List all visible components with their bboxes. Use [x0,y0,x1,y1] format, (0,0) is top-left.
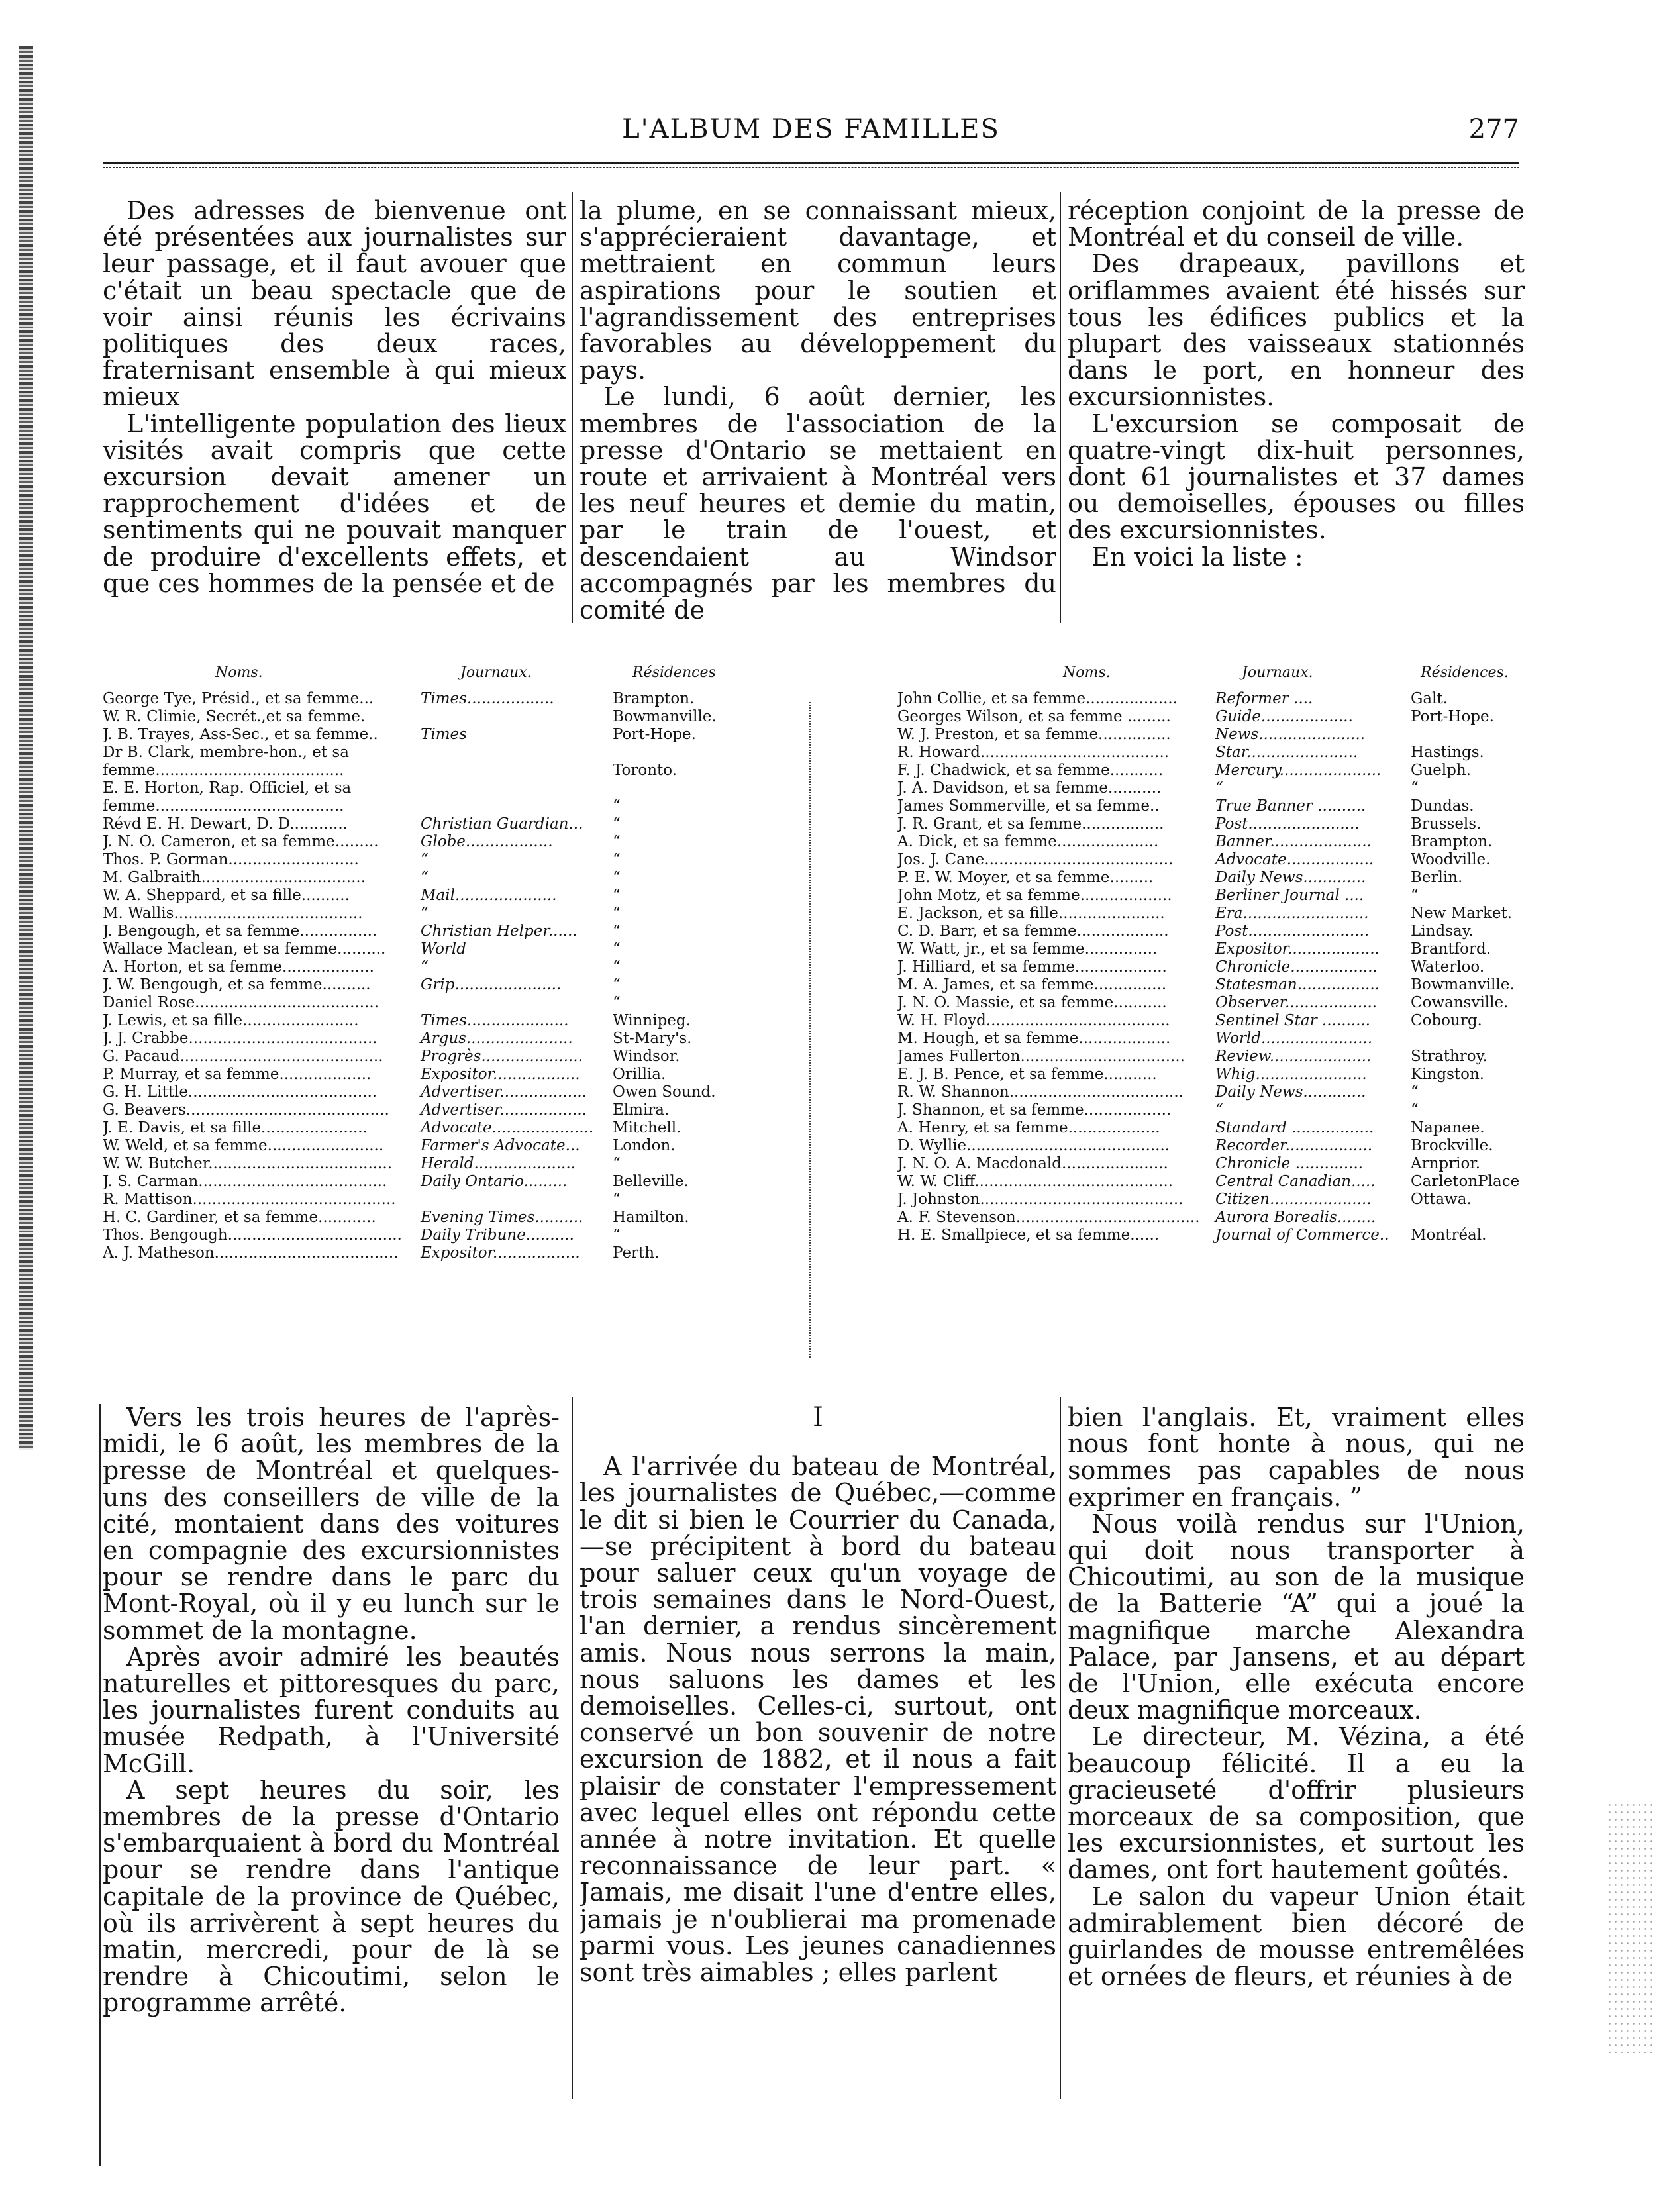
list-row [897,708,1527,726]
list-row [897,744,1527,762]
row-journal: Mercury..................... [1215,762,1382,779]
row-name: Thos. Bengough.................................... [103,1227,402,1244]
list-row [897,1227,1527,1244]
bottom-column-3 [1068,1404,1525,2113]
row-name: W. Weld, et sa femme........................ [103,1137,384,1154]
row-journal: Herald..................... [421,1155,576,1172]
row-name: J. W. Bengough, et sa femme.......... [103,976,371,993]
header-rule [103,162,1519,164]
row-journal: Daily News............. [1215,1083,1366,1101]
list-row [897,869,1527,887]
row-name: Thos. P. Gorman........................... [103,851,359,868]
column-divider [1060,1397,1061,2099]
page-header [103,114,1519,154]
list-row [897,958,1527,976]
paragraph: A l'arrivée du bateau de Montréal, les journalistes de Québec,—comme le dit si bien le Courrier du Canada,—se précipitent à bord du bateau pour saluer ceux qu'un voyage de trois semaines dans le Nord-Ouest, l'an dernier, a rendus sincèrement amis. Nous nous serrons la main, nous saluons les dames et les demoiselles. Celles-ci, surtout, ont conservé un bon souvenir de notre excursion de 1882, et il nous a fait plaisir de constater l'empressement avec lequel elles ont répondu cette année à notre invitation. Et quelle reconnaissance de leur part. « Jamais, me disait l'une d'entre elles, jamais je n'oublierai ma promenade parmi vous. Les jeunes canadiennes sont très aimables ; elles parlent [580,1452,1056,1987]
row-journal: Daily News............. [1215,869,1366,886]
row-name: E. Jackson, et sa fille...................... [897,905,1165,922]
list-row [897,923,1527,940]
list-row [103,1048,772,1066]
row-journal: Globe.................. [421,833,553,850]
paragraph: Des drapeaux, pavillons et oriflammes avaient été hissés sur tous les édifices publics et la plupart des vaisseaux stationnés dans le port, en honneur des excursionnistes. [1068,249,1525,412]
row-residence: Strathroy. [1411,1048,1488,1065]
paragraph: bien l'anglais. Et, vraiment elles nous font honte à nous, qui ne sommes pas capables de nous exprimer en français. ” [1068,1404,1525,1512]
row-name: J. Shannon, et sa femme.................. [897,1101,1172,1119]
row-name: Jos. J. Cane....................................... [897,851,1174,868]
row-journal: Daily Ontario......... [421,1173,568,1190]
list-row [103,779,772,797]
row-residence: “ [613,940,621,958]
row-name: R. Mattison.......................................... [103,1191,396,1208]
top-column-2 [580,197,1056,625]
row-name: P. E. W. Moyer, et sa femme......... [897,869,1154,886]
row-residence: Berlin. [1411,869,1463,886]
paragraph: L'excursion se composait de quatre-vingt dix-huit personnes, dont 61 journalistes et 37 dames ou demoiselles, épouses ou filles des excursionnistes. [1068,409,1525,545]
paragraph: Après avoir admiré les beautés naturelles et pittoresques du parc, les journalistes furent conduits au musée Redpath, à l'Université McGill. [103,1642,560,1778]
row-residence: “ [613,994,621,1011]
row-journal: Chronicle .............. [1215,1155,1363,1172]
row-journal: Expositor.................. [421,1066,580,1083]
row-journal: Post....................... [1215,815,1360,832]
row-residence: “ [613,923,621,940]
paragraph: L'intelligente population des lieux visités avait compris que cette excursion devait amener un rapprochement d'idées et de sentiments qui ne pouvait manquer de produire d'excellents effets, et que ces hommes de la pensée et de [103,409,566,598]
list-row [103,958,772,976]
row-name: W. R. Climie, Secrét.,et sa femme. [103,708,366,725]
paragraph: En voici la liste : [1091,542,1303,572]
list-row [897,994,1527,1012]
row-journal: “ [421,851,429,868]
row-name: J. N. O. A. Macdonald...................... [897,1155,1168,1172]
list-row [897,779,1527,797]
row-residence: Brampton. [613,690,695,707]
list-row [897,833,1527,851]
row-name: M. Hough, et sa femme................... [897,1030,1171,1047]
header-residence: Résidences. [1421,664,1509,681]
top-column-1 [103,197,566,625]
row-residence: Lindsay. [1411,923,1474,940]
list-row [103,708,772,726]
scan-specks-artifact [1607,1801,1653,2053]
scan-edge-artifact [19,46,33,1450]
list-row [897,1209,1527,1227]
row-residence: Hamilton. [613,1209,689,1226]
row-journal: Star....................... [1215,744,1358,761]
list-row [897,797,1527,815]
row-residence: Orillia. [613,1066,666,1083]
row-journal: Daily Tribune.......... [421,1227,574,1244]
list-row [897,1012,1527,1030]
list-row [897,690,1527,708]
row-residence: “ [1411,779,1419,797]
row-residence: “ [613,851,621,868]
row-journal: Mail..................... [421,887,557,904]
row-journal: “ [421,905,429,922]
row-residence: Napanee. [1411,1119,1485,1136]
row-journal: Advertiser.................. [421,1083,587,1101]
row-residence: Port-Hope. [613,726,696,743]
row-residence: Kingston. [1411,1066,1485,1083]
row-residence: Bowmanville. [613,708,717,725]
list-row [103,815,772,833]
row-journal: Evening Times.......... [421,1209,583,1226]
header-rule-dashed [103,167,1519,168]
row-name: J. Bengough, et sa femme................ [103,923,378,940]
row-residence: Arnprior. [1411,1155,1481,1172]
list-row [103,1066,772,1083]
row-name: H. C. Gardiner, et sa femme............ [103,1209,376,1226]
list-row [897,762,1527,779]
row-residence: “ [613,833,621,850]
row-residence: Woodville. [1411,851,1491,868]
row-name: E. J. B. Pence, et sa femme........... [897,1066,1157,1083]
row-journal: Guide................... [1215,708,1353,725]
list-row [103,690,772,708]
list-row [103,833,772,851]
row-journal: Whig....................... [1215,1066,1367,1083]
paragraph: Le directeur, M. Vézina, a été beaucoup félicité. Il a eu la gracieuseté d'offrir plusieurs morceaux de sa composition, que les excursionnistes, et surtout les dames, ont fort hautement goûtés. [1068,1722,1525,1885]
row-journal: Times [421,726,467,743]
list-divider [809,702,811,1358]
row-journal: Advocate..................... [421,1119,594,1136]
row-residence: Owen Sound. [613,1083,716,1101]
row-name: J. R. Grant, et sa femme................. [897,815,1164,832]
row-name: J. N. O. Massie, et sa femme........... [897,994,1167,1011]
list-row [897,1173,1527,1191]
row-journal: Post......................... [1215,923,1370,940]
row-name: J. Hilliard, et sa femme................... [897,958,1167,976]
row-journal: Aurora Borealis........ [1215,1209,1376,1226]
row-name: A. Henry, et sa femme................... [897,1119,1160,1136]
row-journal: Review..................... [1215,1048,1372,1065]
row-residence: “ [613,976,621,993]
row-name: Georges Wilson, et sa femme ......... [897,708,1171,725]
row-name: F. J. Chadwick, et sa femme........... [897,762,1164,779]
row-name: D. Wyllie.......................................... [897,1137,1170,1154]
row-residence: Galt. [1411,690,1448,707]
row-residence: Brockville. [1411,1137,1493,1154]
header-name: Noms. [215,664,263,681]
list-row [897,1030,1527,1048]
list-row [103,1101,772,1119]
row-journal: Times.................. [421,690,554,707]
row-journal: News...................... [1215,726,1366,743]
row-name: W. W. Cliff......................................... [897,1173,1174,1190]
list-row [103,1137,772,1155]
row-journal: True Banner .......... [1215,797,1366,815]
row-residence: Port-Hope. [1411,708,1494,725]
row-journal: Observer................... [1215,994,1377,1011]
row-name: J. N. O. Cameron, et sa femme......... [103,833,379,850]
list-row [897,1048,1527,1066]
row-residence: Windsor. [613,1048,680,1065]
row-journal: Progrès..................... [421,1048,583,1065]
row-journal: Advertiser.................. [421,1101,587,1119]
list-row [897,976,1527,994]
row-residence: “ [613,1191,621,1208]
list-row [897,1066,1527,1083]
row-name: John Motz, et sa femme................... [897,887,1172,904]
row-journal: Era.......................... [1215,905,1369,922]
row-residence: “ [613,905,621,922]
row-journal: World [421,940,466,958]
row-journal: Central Canadian..... [1215,1173,1376,1190]
row-residence: CarletonPlace [1411,1173,1520,1190]
row-name: R. W. Shannon.................................... [897,1083,1184,1101]
row-residence: Brussels. [1411,815,1482,832]
row-name: W. H. Floyd...................................... [897,1012,1170,1029]
list-row [103,1030,772,1048]
list-header [103,656,772,690]
list-row [103,1244,772,1262]
list-row [897,1137,1527,1155]
row-residence: “ [613,869,621,886]
list-row [103,1155,772,1173]
row-residence: Mitchell. [613,1119,681,1136]
row-residence: Waterloo. [1411,958,1485,976]
row-journal: Grip...................... [421,976,562,993]
row-journal: Christian Helper...... [421,923,578,940]
header-residence: Résidences [632,664,716,681]
row-name: E. E. Horton, Rap. Officiel, et sa [103,779,352,797]
list-row [103,1173,772,1191]
row-name: Dr B. Clark, membre-hon., et sa [103,744,349,761]
row-journal: Reformer .... [1215,690,1313,707]
header-journal: Journaux. [1242,664,1313,681]
list-row [897,1155,1527,1173]
row-journal: Recorder.................. [1215,1137,1373,1154]
row-name: Daniel Rose...................................... [103,994,379,1011]
list-row [897,851,1527,869]
row-journal: “ [1215,779,1223,797]
row-journal: “ [421,958,429,976]
row-residence: Brampton. [1411,833,1493,850]
row-residence: Winnipeg. [613,1012,691,1029]
list-row [103,1012,772,1030]
row-journal: Expositor.................. [421,1244,580,1262]
list-row [103,994,772,1012]
list-row [103,1119,772,1137]
list-column-right [897,656,1527,1244]
paragraph: Vers les trois heures de l'après-midi, le 6 août, les membres de la presse de Montréal et quelques-uns des conseillers de ville de la cité, montaient dans des voitures en compagnie des excursionnistes pour se rendre dans le parc du Mont-Royal, où il y eu lunch sur le sommet de la montagne. [103,1404,560,1645]
row-residence: “ [1411,1101,1419,1119]
row-name: W. Watt, jr., et sa femme............... [897,940,1158,958]
row-residence: Cobourg. [1411,1012,1482,1029]
row-journal: Times..................... [421,1012,569,1029]
row-journal: World....................... [1215,1030,1373,1047]
running-title: L'ALBUM DES FAMILLES [622,114,1000,144]
list-row [897,1083,1527,1101]
row-name: R. Howard....................................... [897,744,1170,761]
list-row [103,1209,772,1227]
row-journal: “ [421,869,429,886]
header-journal: Journaux. [460,664,532,681]
row-name: G. H. Little....................................... [103,1083,378,1101]
list-row [103,797,772,815]
row-residence: “ [613,1227,621,1244]
row-journal: Christian Guardian... [421,815,583,832]
row-name: C. D. Barr, et sa femme................... [897,923,1169,940]
row-name: J. J. Crabbe....................................... [103,1030,378,1047]
row-residence: Hastings. [1411,744,1484,761]
column-divider [1060,192,1061,623]
row-journal: Farmer's Advocate... [421,1137,580,1154]
paragraph: Des adresses de bienvenue ont été présentées aux journalistes sur leur passage, et il faut avouer que c'était un beau spectacle que de voir ainsi réunis les écrivains politiques des deux races, fraternisant ensemble à qui mieux mieux [103,197,566,412]
journalist-list [103,656,1527,1368]
top-column-3 [1068,197,1525,625]
row-name: femme....................................... [103,797,344,815]
row-name: G. Beavers.......................................... [103,1101,389,1119]
row-name: M. Galbraith.................................. [103,869,366,886]
row-residence: “ [1411,887,1419,904]
row-residence: Bowmanville. [1411,976,1515,993]
row-residence: London. [613,1137,676,1154]
list-row [103,869,772,887]
list-row [103,1191,772,1209]
row-name: H. E. Smallpiece, et sa femme...... [897,1227,1160,1244]
row-name: M. A. James, et sa femme............... [897,976,1167,993]
row-name: J. A. Davidson, et sa femme........... [897,779,1162,797]
list-header [897,656,1527,690]
row-residence: St-Mary's. [613,1030,692,1047]
list-row [897,1101,1527,1119]
row-name: J. S. Carman....................................... [103,1173,387,1190]
list-row [897,815,1527,833]
list-row [897,1119,1527,1137]
list-row [103,887,772,905]
section-number: I [813,1404,823,1433]
list-row [103,976,772,994]
row-residence: “ [613,958,621,976]
row-journal: Chronicle.................. [1215,958,1378,976]
row-residence: “ [1411,1083,1419,1101]
paragraph: Le lundi, 6 août dernier, les membres de l'association de la presse d'Ontario se mettaient en route et arrivaient à Montréal vers les neuf heures et demie du matin, par le train de l'ouest, et descendaient au Windsor accompagnés par les membres du comité de [580,382,1056,625]
header-name: Noms. [1063,664,1111,681]
list-row [103,940,772,958]
row-name: A. Horton, et sa femme................... [103,958,374,976]
row-journal: Argus...................... [421,1030,573,1047]
row-journal: Statesman................. [1215,976,1380,993]
row-journal: Advocate.................. [1215,851,1374,868]
row-residence: Dundas. [1411,797,1474,815]
row-name: John Collie, et sa femme................... [897,690,1178,707]
row-name: W. W. Butcher...................................... [103,1155,393,1172]
row-residence: Cowansville. [1411,994,1509,1011]
list-row [103,923,772,940]
paragraph: Le salon du vapeur Union était admirablement bien décoré de guirlandes de mousse entremêlées et ornées de fleurs, et réunies à de [1068,1882,1525,1991]
row-residence: Montréal. [1411,1227,1487,1244]
list-row [897,887,1527,905]
row-residence: “ [613,1155,621,1172]
column-divider [572,1397,573,2099]
list-row [897,726,1527,744]
row-name: J. E. Davis, et sa fille...................... [103,1119,368,1136]
list-row [897,905,1527,923]
row-residence: Brantford. [1411,940,1491,958]
list-row [103,744,772,762]
paragraph: la plume, en se connaissant mieux, s'apprécieraient davantage, et mettraient en commun leurs aspirations pour le soutien et l'agrandissement des entreprises favorables au développement du pays. [580,197,1056,385]
row-journal: Banner..................... [1215,833,1372,850]
paragraph: réception conjoint de la presse de Montréal et du conseil de ville. [1068,197,1525,252]
row-residence: Belleville. [613,1173,689,1190]
row-journal: Sentinel Star .......... [1215,1012,1370,1029]
row-residence: New Market. [1411,905,1513,922]
row-name: Wallace Maclean, et sa femme.......... [103,940,386,958]
row-residence: Elmira. [613,1101,670,1119]
column-divider [572,192,573,623]
row-residence: Toronto. [613,762,678,779]
row-residence: Perth. [613,1244,660,1262]
row-residence: “ [613,887,621,904]
row-residence: Ottawa. [1411,1191,1472,1208]
list-row [103,1083,772,1101]
row-name: P. Murray, et sa femme................... [103,1066,372,1083]
row-journal: Berliner Journal .... [1215,887,1364,904]
row-name: G. Pacaud.......................................... [103,1048,383,1065]
row-journal: Citizen..................... [1215,1191,1372,1208]
row-journal: Expositor................... [1215,940,1380,958]
list-column-left [103,656,772,1262]
row-name: W. J. Preston, et sa femme............... [897,726,1171,743]
row-name: M. Wallis....................................... [103,905,363,922]
row-name: femme....................................... [103,762,344,779]
list-row [103,905,772,923]
row-residence: “ [613,797,621,815]
row-residence: Guelph. [1411,762,1472,779]
column-divider [99,1404,101,2166]
row-name: J. Lewis, et sa fille........................ [103,1012,359,1029]
row-residence: “ [613,815,621,832]
row-journal: Standard ................. [1215,1119,1374,1136]
list-row [897,1191,1527,1209]
row-name: A. Dick, et sa femme..................... [897,833,1159,850]
list-row [103,851,772,869]
row-journal: Journal of Commerce.. [1215,1227,1389,1244]
row-name: W. A. Sheppard, et sa fille.......... [103,887,350,904]
row-name: Révd E. H. Dewart, D. D............ [103,815,348,832]
row-name: A. F. Stevenson...................................... [897,1209,1200,1226]
row-journal: “ [1215,1101,1223,1119]
row-name: George Tye, Présid., et sa femme... [103,690,374,707]
row-name: J. B. Trayes, Ass-Sec., et sa femme.. [103,726,378,743]
row-name: James Fullerton.................................. [897,1048,1186,1065]
paragraph: Nous voilà rendus sur l'Union, qui doit nous transporter à Chicoutimi, au son de la musique de la Batterie “A” qui a joué la magnifique marche Alexandra Palace, par Jansens, et au départ de l'Union, elle exécuta encore deux magnifique morceaux. [1068,1509,1525,1725]
list-row [103,762,772,779]
list-row [897,940,1527,958]
bottom-column-2 [580,1404,1056,2113]
page-number: 277 [1468,114,1519,144]
paragraph: A sept heures du soir, les membres de la presse d'Ontario s'embarquaient à bord du Montréal pour se rendre dans l'antique capitale de la province de Québec, où ils arrivèrent à sept heures du matin, mercredi, pour de là se rendre à Chicoutimi, selon le programme arrêté. [103,1775,560,2018]
row-name: J. Johnston.......................................... [897,1191,1184,1208]
row-name: A. J. Matheson...................................... [103,1244,399,1262]
list-row [103,726,772,744]
row-name: James Sommerville, et sa femme.. [897,797,1160,815]
list-row [103,1227,772,1244]
bottom-column-1 [103,1404,560,2113]
